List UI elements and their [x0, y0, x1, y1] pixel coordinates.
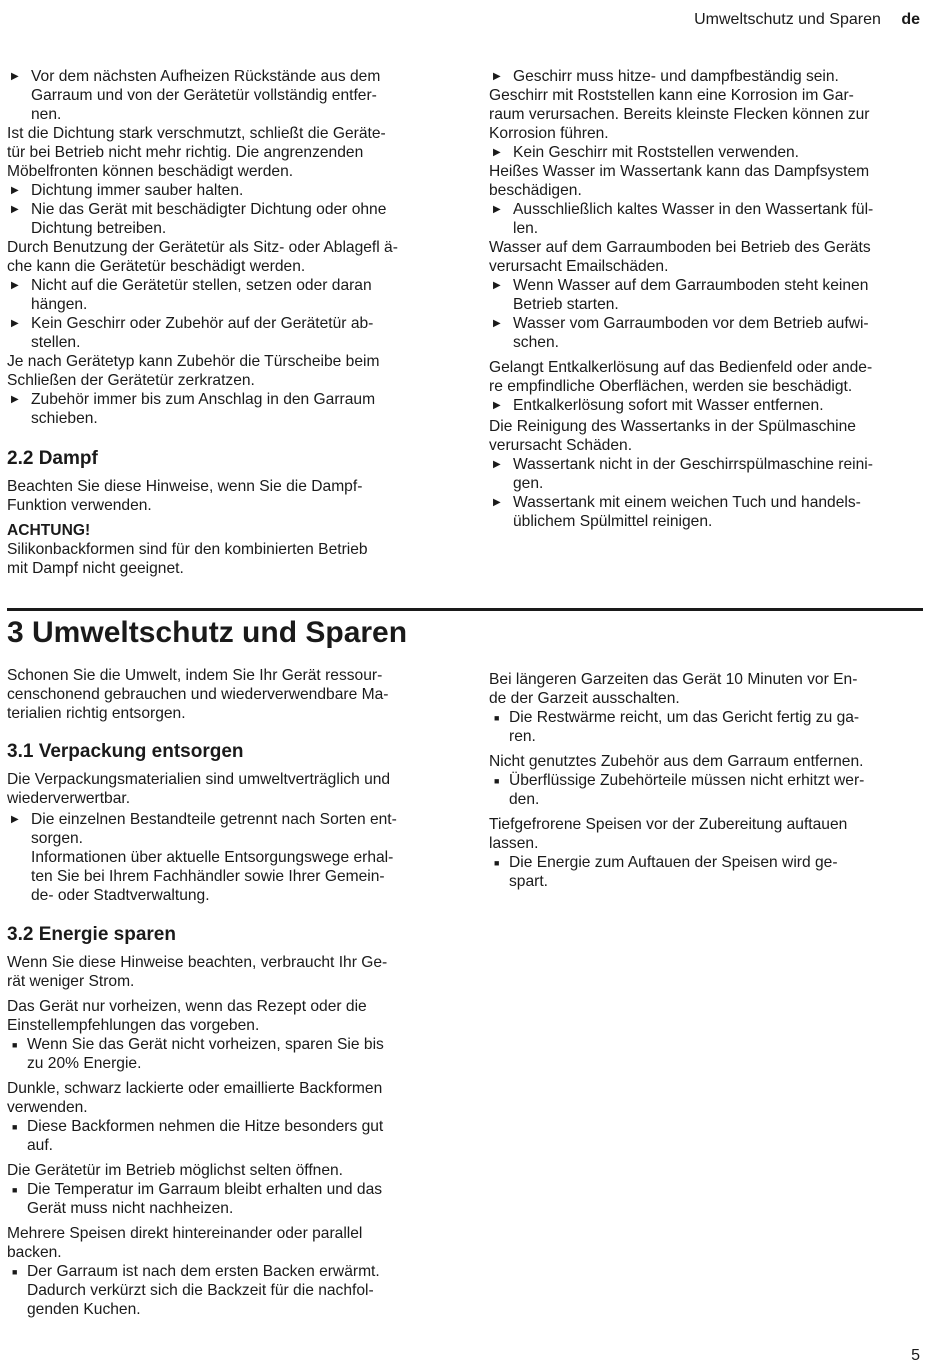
text-line: verwenden. — [7, 1099, 88, 1116]
list-item — [489, 67, 929, 86]
text-line: Beachten Sie diese Hinweise, wenn Sie die Dampf- — [7, 478, 363, 495]
triangle-bullet-icon: ▶ — [493, 204, 501, 215]
text-line: Korrosion führen. — [489, 125, 609, 142]
text-line: Die Restwärme reicht, um das Gericht fertig zu ga- — [509, 709, 860, 726]
chapter-intro — [7, 666, 447, 723]
text-line: Kein Geschirr mit Roststellen verwenden. — [513, 144, 800, 161]
paragraph — [7, 540, 447, 578]
paragraph — [7, 477, 447, 515]
text-line: Diese Backformen nehmen die Hitze besonders gut — [27, 1118, 384, 1135]
triangle-bullet-icon: ▶ — [493, 497, 501, 508]
text-line: Wasser auf dem Garraumboden bei Betrieb des Geräts — [489, 239, 871, 256]
list-item — [7, 1117, 447, 1155]
text-line: Die Reinigung des Wassertanks in der Spülmaschine — [489, 418, 856, 435]
list-item — [7, 390, 447, 428]
paragraph — [7, 770, 447, 808]
paragraph — [7, 352, 447, 390]
text-line: Geschirr muss hitze- und dampfbeständig sein. — [513, 68, 839, 85]
list-item — [7, 200, 447, 238]
text-line: Informationen über aktuelle Entsorgungswege erhal- — [31, 849, 394, 866]
paragraph — [489, 358, 929, 396]
paragraph — [489, 752, 929, 771]
text-line: Ausschließlich kaltes Wasser in den Wassertank fül- — [513, 201, 874, 218]
text-line: hängen. — [31, 296, 88, 313]
paragraph — [7, 1224, 447, 1262]
section-heading-dampf: 2.2 Dampf — [7, 448, 98, 469]
triangle-bullet-icon: ▶ — [11, 814, 19, 825]
text-line: spart. — [509, 873, 548, 890]
text-line: Silikonbackformen sind für den kombinierten Betrieb — [7, 541, 368, 558]
text-line: wiederverwertbar. — [7, 790, 131, 807]
text-line: terialien richtig entsorgen. — [7, 705, 186, 722]
text-line: mit Dampf nicht geeignet. — [7, 560, 184, 577]
text-line: Dunkle, schwarz lackierte oder emaillierte Backformen — [7, 1080, 383, 1097]
text-line: sorgen. — [31, 830, 84, 847]
text-line: ten Sie bei Ihrem Fachhändler sowie Ihrer Gemein- — [31, 868, 385, 885]
triangle-bullet-icon: ▶ — [493, 71, 501, 82]
top-right-column — [489, 67, 929, 531]
text-line: Nicht auf die Gerätetür stellen, setzen oder daran — [31, 277, 372, 294]
triangle-bullet-icon: ▶ — [11, 280, 19, 291]
text-line: Dichtung immer sauber halten. — [31, 182, 244, 199]
square-bullet-icon: ■ — [12, 1122, 18, 1132]
text-line: genden Kuchen. — [27, 1301, 141, 1318]
text-line: backen. — [7, 1244, 62, 1261]
text-line: zu 20% Energie. — [27, 1055, 142, 1072]
chapter-title: 3 Umweltschutz und Sparen — [7, 616, 408, 649]
text-line: raum verursachen. Bereits kleinste Flecken können zur — [489, 106, 870, 123]
text-line: de- oder Stadtverwaltung. — [31, 887, 210, 904]
text-line: Nie das Gerät mit beschädigter Dichtung oder ohne — [31, 201, 387, 218]
text-line: Einstellempfehlungen das vorgeben. — [7, 1017, 260, 1034]
text-line: Schließen der Gerätetür zerkratzen. — [7, 372, 255, 389]
text-line: Ist die Dichtung stark verschmutzt, schließt die Geräte- — [7, 125, 386, 142]
text-line: ren. — [509, 728, 536, 745]
text-line: Wenn Wasser auf dem Garraumboden steht keinen — [513, 277, 869, 294]
dampf-section — [7, 477, 447, 578]
square-bullet-icon: ■ — [494, 776, 500, 786]
text-line: Gelangt Entkalkerlösung auf das Bedienfeld oder ande- — [489, 359, 873, 376]
warning-label: ACHTUNG! — [7, 522, 91, 539]
text-line: Überflüssige Zubehörteile müssen nicht erhitzt wer- — [509, 772, 865, 789]
text-line: Möbelfronten können beschädigt werden. — [7, 163, 294, 180]
text-line: Wenn Sie diese Hinweise beachten, verbraucht Ihr Ge- — [7, 954, 388, 971]
text-line: Wasser vom Garraumboden vor dem Betrieb aufwi- — [513, 315, 869, 332]
text-line: Heißes Wasser im Wassertank kann das Dampfsystem — [489, 163, 870, 180]
text-line: Tiefgefrorene Speisen vor der Zubereitung auftauen — [489, 816, 848, 833]
text-line: Bei längeren Garzeiten das Gerät 10 Minuten vor En- — [489, 671, 858, 688]
square-bullet-icon: ■ — [12, 1040, 18, 1050]
paragraph — [7, 1079, 447, 1117]
paragraph — [7, 997, 447, 1035]
list-item — [489, 396, 929, 415]
text-line: Gerät muss nicht nachheizen. — [27, 1200, 234, 1217]
running-header — [694, 11, 920, 29]
list-item — [489, 708, 929, 746]
text-line: Die Temperatur im Garraum bleibt erhalten und das — [27, 1181, 383, 1198]
text-line: Nicht genutztes Zubehör aus dem Garraum entfernen. — [489, 753, 864, 770]
paragraph — [489, 238, 929, 276]
list-item — [7, 314, 447, 352]
triangle-bullet-icon: ▶ — [11, 185, 19, 196]
text-line: Das Gerät nur vorheizen, wenn das Rezept oder die — [7, 998, 367, 1015]
triangle-bullet-icon: ▶ — [493, 400, 501, 411]
list-item — [489, 853, 929, 891]
text-line: Schonen Sie die Umwelt, indem Sie Ihr Gerät ressour- — [7, 667, 383, 684]
square-bullet-icon: ■ — [12, 1185, 18, 1195]
text-line: lassen. — [489, 835, 539, 852]
text-line: Kein Geschirr oder Zubehör auf der Gerätetür ab- — [31, 315, 374, 332]
text-line: Je nach Gerätetyp kann Zubehör die Türscheibe beim — [7, 353, 380, 370]
list-item — [7, 181, 447, 200]
triangle-bullet-icon: ▶ — [493, 147, 501, 158]
list-item — [489, 314, 929, 352]
text-line: nen. — [31, 106, 62, 123]
text-line: Durch Benutzung der Gerätetür als Sitz- oder Ablagefl ä- — [7, 239, 398, 256]
paragraph — [489, 670, 929, 708]
triangle-bullet-icon: ▶ — [11, 318, 19, 329]
top-left-column — [7, 67, 447, 428]
text-line: beschädigen. — [489, 182, 582, 199]
paragraph — [7, 124, 447, 181]
text-line: Garraum und von der Gerätetür vollständig entfer- — [31, 87, 377, 104]
section-heading-verpackung: 3.1 Verpackung entsorgen — [7, 741, 244, 762]
list-item — [489, 143, 929, 162]
list-item — [489, 200, 929, 238]
list-item — [489, 276, 929, 314]
paragraph — [489, 417, 929, 455]
text-line: Vor dem nächsten Aufheizen Rückstände aus dem — [31, 68, 381, 85]
text-line: Die Energie zum Auftauen der Speisen wird ge- — [509, 854, 838, 871]
triangle-bullet-icon: ▶ — [493, 459, 501, 470]
triangle-bullet-icon: ▶ — [493, 318, 501, 329]
text-line: verursacht Schäden. — [489, 437, 633, 454]
text-line: Die Gerätetür im Betrieb möglichst selten öffnen. — [7, 1162, 344, 1179]
paragraph — [489, 815, 929, 853]
text-line: Die Verpackungsmaterialien sind umweltverträglich und — [7, 771, 391, 788]
paragraph — [489, 162, 929, 200]
text-line: Die einzelnen Bestandteile getrennt nach Sorten ent- — [31, 811, 397, 828]
square-bullet-icon: ■ — [494, 858, 500, 868]
text-line: Entkalkerlösung sofort mit Wasser entfernen. — [513, 397, 824, 414]
text-line: Funktion verwenden. — [7, 497, 152, 514]
list-item — [489, 771, 929, 809]
header-section-title: Umweltschutz und Sparen — [694, 11, 881, 28]
list-item — [7, 1262, 447, 1319]
text-line: gen. — [513, 475, 544, 492]
energie-right-column — [489, 670, 929, 891]
verpackung-section — [7, 770, 447, 905]
text-line: Geschirr mit Roststellen kann eine Korrosion im Gar- — [489, 87, 854, 104]
triangle-bullet-icon: ▶ — [11, 204, 19, 215]
text-line: Mehrere Speisen direkt hintereinander oder parallel — [7, 1225, 363, 1242]
paragraph — [7, 238, 447, 276]
text-line: Zubehör immer bis zum Anschlag in den Garraum — [31, 391, 376, 408]
text-line: schieben. — [31, 410, 98, 427]
square-bullet-icon: ■ — [12, 1267, 18, 1277]
text-line: Dichtung betreiben. — [31, 220, 167, 237]
list-item — [489, 493, 929, 531]
text-line: de der Garzeit ausschalten. — [489, 690, 680, 707]
list-item — [7, 1035, 447, 1073]
page-number: 5 — [911, 1347, 920, 1364]
text-line: schen. — [513, 334, 559, 351]
text-line: Dadurch verkürzt sich die Backzeit für die nachfol- — [27, 1282, 374, 1299]
triangle-bullet-icon: ▶ — [11, 71, 19, 82]
section-heading-energie: 3.2 Energie sparen — [7, 924, 176, 945]
energie-section — [7, 953, 447, 1319]
text-line: len. — [513, 220, 539, 237]
list-item — [489, 455, 929, 493]
text-line: tür bei Betrieb nicht mehr richtig. Die angrenzenden — [7, 144, 364, 161]
paragraph — [489, 86, 929, 143]
text-line: üblichem Spülmittel reinigen. — [513, 513, 713, 530]
header-language-code: de — [901, 11, 920, 28]
text-line: Wassertank mit einem weichen Tuch und handels- — [513, 494, 861, 511]
list-item — [7, 810, 447, 905]
text-line: verursacht Emailschäden. — [489, 258, 669, 275]
square-bullet-icon: ■ — [494, 713, 500, 723]
triangle-bullet-icon: ▶ — [11, 394, 19, 405]
text-line: Wenn Sie das Gerät nicht vorheizen, sparen Sie bis — [27, 1036, 384, 1053]
text-line: che kann die Gerätetür beschädigt werden. — [7, 258, 306, 275]
text-line: stellen. — [31, 334, 81, 351]
text-line: rät weniger Strom. — [7, 973, 135, 990]
list-item — [7, 1180, 447, 1218]
paragraph — [7, 1161, 447, 1180]
list-item — [7, 67, 447, 124]
triangle-bullet-icon: ▶ — [493, 280, 501, 291]
text-line: den. — [509, 791, 540, 808]
text-line: re empfindliche Oberflächen, werden sie beschädigt. — [489, 378, 853, 395]
text-line: Der Garraum ist nach dem ersten Backen erwärmt. — [27, 1263, 380, 1280]
text-line: Betrieb starten. — [513, 296, 619, 313]
text-line: censchonend gebrauchen und wiederverwendbare Ma- — [7, 686, 389, 703]
chapter-divider — [7, 608, 923, 611]
paragraph — [7, 953, 447, 991]
list-item — [7, 276, 447, 314]
text-line: Wassertank nicht in der Geschirrspülmaschine reini- — [513, 456, 873, 473]
text-line: auf. — [27, 1137, 54, 1154]
